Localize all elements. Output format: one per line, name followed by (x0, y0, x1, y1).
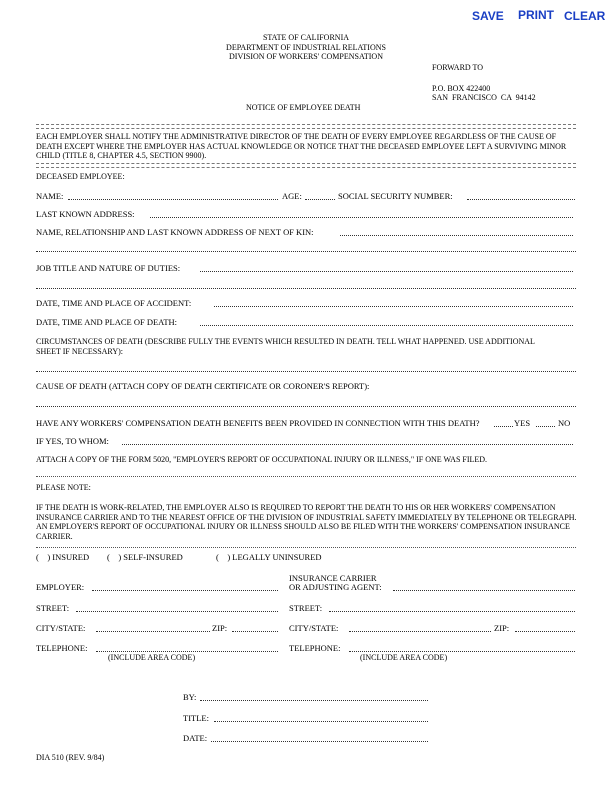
form-number: DIA 510 (REV. 9/84) (36, 753, 105, 762)
carrier-zip-field[interactable] (515, 631, 575, 632)
header-department: DEPARTMENT OF INDUSTRIAL RELATIONS (226, 42, 386, 52)
death-label: DATE, TIME AND PLACE OF DEATH: (36, 317, 178, 327)
benefits-yes-field[interactable] (494, 426, 513, 427)
date-field[interactable] (211, 741, 428, 742)
next-of-kin-label: NAME, RELATIONSHIP AND LAST KNOWN ADDRESS OF NEXT OF KIN: (36, 227, 314, 237)
benefits-label: HAVE ANY WORKERS' COMPENSATION DEATH BENEFITS BEEN PROVIDED IN CONNECTION WITH THIS DEATH? (36, 418, 480, 428)
carrier-city-label: CITY/STATE: (289, 623, 339, 633)
agency-header (220, 33, 392, 62)
by-field[interactable] (200, 700, 428, 701)
please-note-heading: PLEASE NOTE: (36, 483, 91, 492)
age-label: AGE: (282, 191, 302, 201)
employer-street-label: STREET: (36, 603, 70, 613)
title-field[interactable] (214, 721, 428, 722)
employer-area-code-hint: (INCLUDE AREA CODE) (108, 653, 196, 662)
no-label: NO (558, 418, 571, 428)
whom-label: IF YES, TO WHOM: (36, 436, 109, 446)
age-field[interactable] (305, 199, 335, 200)
attach-instruction: ATTACH A COPY OF THE FORM 5020, "EMPLOYER'S REPORT OF OCCUPATIONAL INJURY OR ILLNESS," IF ONE WAS FILED. (36, 455, 488, 464)
form-title: NOTICE OF EMPLOYEE DEATH (246, 103, 361, 112)
carrier-telephone-field[interactable] (349, 651, 575, 652)
job-field-2[interactable] (36, 288, 576, 289)
self-insured-label: SELF-INSURED (123, 552, 183, 562)
clear-button[interactable]: CLEAR (564, 9, 606, 23)
yes-label: YES (514, 418, 531, 428)
employer-field[interactable] (92, 590, 278, 591)
employer-city-field[interactable] (96, 631, 210, 632)
employer-zip-field[interactable] (232, 631, 278, 632)
employer-city-label: CITY/STATE: (36, 623, 86, 633)
name-field[interactable] (68, 199, 278, 200)
carrier-street-field[interactable] (329, 611, 575, 612)
uninsured-label: LEGALLY UNINSURED (232, 552, 322, 562)
insured-checkbox[interactable]: ( ) INSURED (36, 552, 90, 562)
address-field[interactable] (150, 217, 573, 218)
forward-to-label: FORWARD TO (432, 63, 484, 72)
job-label: JOB TITLE AND NATURE OF DUTIES: (36, 263, 181, 273)
intro-text: EACH EMPLOYER SHALL NOTIFY THE ADMINISTRATIVE DIRECTOR OF THE DEATH OF EVERY EMPLOYEE REGARDLESS OF THE CAUSE OF DEATH EXCEPT WHERE THE EMPLOYER HAS ACTUAL KNOWLEDGE OR NOTICE THAT THE DECEASED EMPLOYEE LEFT A SURVIVING MINOR CHILD (TITLE 8, CHAPTER 4.5, SECTION 9900). (36, 132, 567, 160)
cause-label: CAUSE OF DEATH (ATTACH COPY OF DEATH CERTIFICATE OR CORONER'S REPORT): (36, 381, 370, 391)
po-box: P.O. BOX 422400 (432, 84, 491, 93)
header-state: STATE OF CALIFORNIA (262, 33, 350, 42)
insured-label: INSURED (52, 552, 90, 562)
self-insured-checkbox[interactable]: ( ) SELF-INSURED (107, 552, 183, 562)
divider (36, 124, 576, 129)
carrier-telephone-label: TELEPHONE: (289, 643, 341, 653)
carrier-street-label: STREET: (289, 603, 323, 613)
employer-zip-label: ZIP: (212, 623, 228, 633)
ssn-field[interactable] (467, 199, 575, 200)
by-label: BY: (183, 692, 197, 702)
employer-street-field[interactable] (76, 611, 278, 612)
carrier-zip-label: ZIP: (494, 623, 510, 633)
name-label: NAME: (36, 191, 64, 201)
ssn-label: SOCIAL SECURITY NUMBER: (338, 191, 453, 201)
print-button[interactable]: PRINT (518, 8, 554, 22)
mailing-city: SAN FRANCISCO CA 94142 (432, 93, 536, 102)
header-division: DIVISION OF WORKERS' COMPENSATION (229, 52, 383, 61)
address-label: LAST KNOWN ADDRESS: (36, 209, 135, 219)
title-label: TITLE: (183, 713, 209, 723)
uninsured-checkbox[interactable]: ( ) LEGALLY UNINSURED (216, 552, 322, 562)
benefits-no-field[interactable] (536, 426, 555, 427)
divider (36, 476, 576, 477)
divider (36, 547, 576, 548)
employer-telephone-field[interactable] (96, 651, 278, 652)
carrier-area-code-hint: (INCLUDE AREA CODE) (360, 653, 448, 662)
employer-telephone-label: TELEPHONE: (36, 643, 88, 653)
circumstances-field[interactable] (36, 371, 576, 372)
date-label: DATE: (183, 733, 208, 743)
carrier-field[interactable] (393, 590, 575, 591)
save-button[interactable]: SAVE (472, 9, 504, 23)
carrier-label-1: INSURANCE CARRIER (289, 573, 377, 583)
carrier-city-field[interactable] (349, 631, 491, 632)
cause-field[interactable] (36, 406, 576, 407)
circumstances-label: CIRCUMSTANCES OF DEATH (DESCRIBE FULLY THE EVENTS WHICH RESULTED IN DEATH. TELL WHAT HAPPENED. USE ADDITIONAL SHEET IF NECESSARY): (36, 337, 535, 356)
next-of-kin-field-2[interactable] (36, 251, 576, 252)
deceased-employee-heading: DECEASED EMPLOYEE: (36, 172, 125, 181)
accident-label: DATE, TIME AND PLACE OF ACCIDENT: (36, 298, 192, 308)
death-field[interactable] (200, 325, 573, 326)
divider (36, 163, 576, 168)
carrier-label-2: OR ADJUSTING AGENT: (289, 582, 382, 592)
employer-label: EMPLOYER: (36, 582, 85, 592)
note-text: IF THE DEATH IS WORK-RELATED, THE EMPLOYER ALSO IS REQUIRED TO REPORT THE DEATH TO HIS OR HER WORKERS' COMPENSATION INSURANCE CARRIER AND TO THE NEAREST OFFICE OF THE DIVISION OF INDUSTRIAL SAFETY IMMEDIATELY BY TELEPHONE OR TELEGRAPH. AN EMPLOYER'S REPORT OF OCCUPATIONAL INJURY OR ILLNESS SHOULD ALSO BE FILED WITH THE WORKERS' COMPENSATION INSURANCE CARRIER. (36, 503, 577, 541)
accident-field[interactable] (214, 306, 573, 307)
whom-field[interactable] (122, 444, 573, 445)
job-field[interactable] (200, 271, 573, 272)
next-of-kin-field[interactable] (340, 235, 573, 236)
